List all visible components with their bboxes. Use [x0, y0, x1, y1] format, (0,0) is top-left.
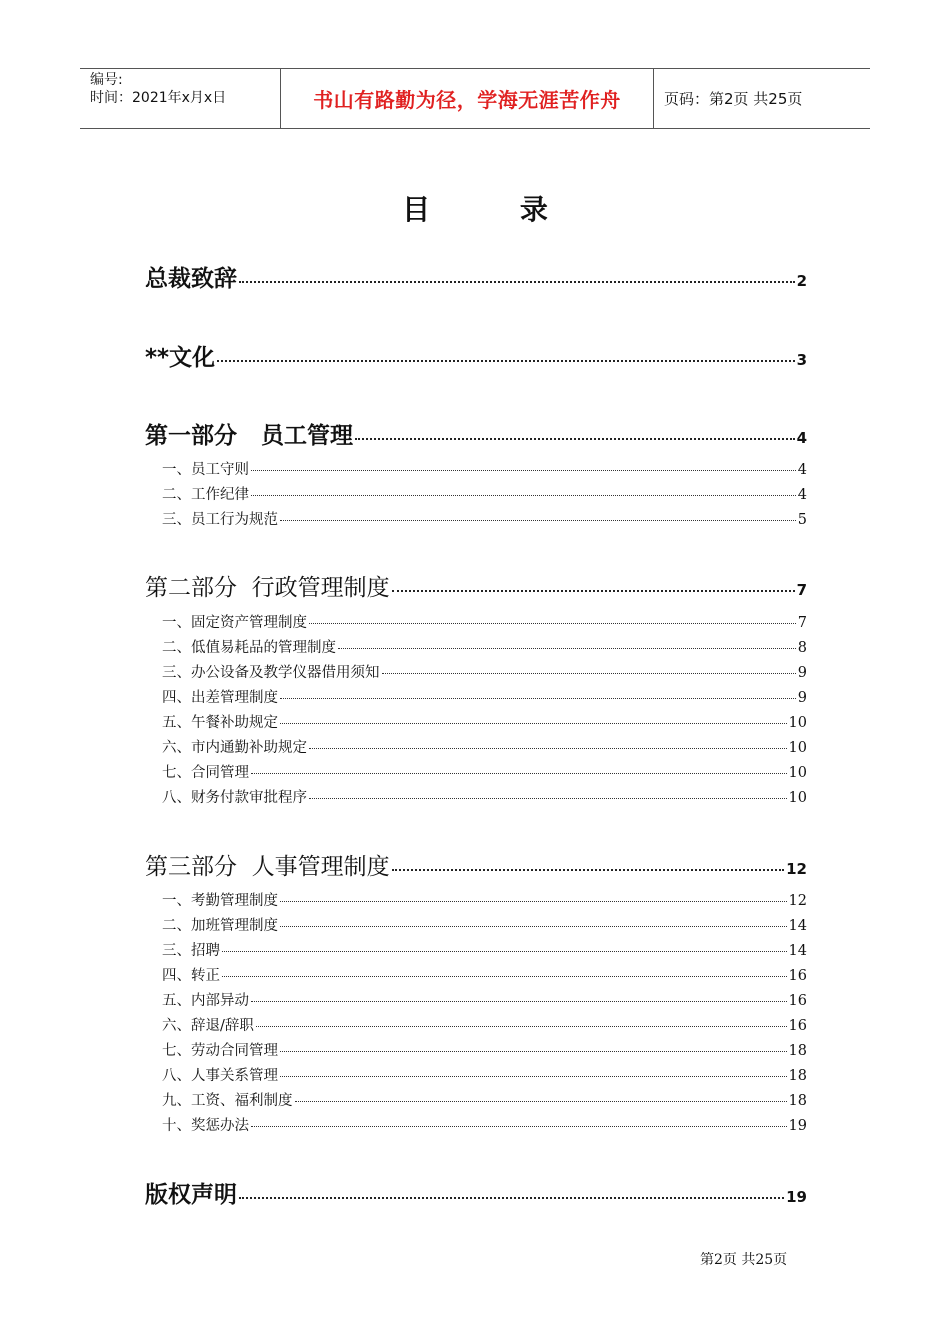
- toc-entry-page: 18: [788, 1068, 807, 1084]
- toc-entry-page: 10: [788, 740, 807, 756]
- toc-entry-2-5[interactable]: [162, 711, 807, 733]
- toc-entry-page: 16: [788, 1018, 807, 1034]
- toc-leader-dots: [280, 1076, 787, 1077]
- toc-entry-page: 12: [786, 860, 807, 878]
- toc-leader-dots: [280, 723, 787, 724]
- toc-entry-2-8[interactable]: [162, 786, 807, 808]
- toc-entry-part-3[interactable]: [145, 848, 807, 880]
- toc-entry-label: 第三部分 人事管理制度: [145, 854, 390, 880]
- toc-leader-dots: [217, 360, 795, 362]
- toc-entry-3-6[interactable]: [162, 1014, 807, 1036]
- toc-entry-3-3[interactable]: [162, 939, 807, 961]
- toc-entry-3-2[interactable]: [162, 914, 807, 936]
- toc-entry-1-1[interactable]: [162, 458, 807, 480]
- toc-entry-2-2[interactable]: [162, 636, 807, 658]
- toc-entry-label: 第一部分 员工管理: [145, 423, 354, 449]
- toc-entry-3-8[interactable]: [162, 1064, 807, 1086]
- toc-entry-label: 第二部分 行政管理制度: [145, 575, 390, 601]
- toc-leader-dots: [355, 438, 795, 440]
- toc-leader-dots: [222, 951, 787, 952]
- toc-entry-culture[interactable]: [145, 339, 807, 371]
- toc-leader-dots: [280, 698, 796, 699]
- toc-leader-dots: [309, 798, 787, 799]
- toc-entry-label: 七、合同管理: [162, 765, 249, 781]
- toc-entry-label: 一、固定资产管理制度: [162, 615, 307, 631]
- toc-entry-page: 18: [788, 1093, 807, 1109]
- toc-entry-label: 五、内部异动: [162, 993, 249, 1009]
- toc-entry-page: 10: [788, 715, 807, 731]
- toc-entry-page: 18: [788, 1043, 807, 1059]
- toc-leader-dots: [251, 1126, 787, 1127]
- toc-leader-dots: [251, 1001, 787, 1002]
- toc-entry-copyright[interactable]: [145, 1176, 807, 1208]
- toc-entry-page: 9: [797, 665, 807, 681]
- page-footer: 第2页 共25页: [700, 1252, 788, 1268]
- toc-entry-3-1[interactable]: [162, 889, 807, 911]
- toc-entry-3-9[interactable]: [162, 1089, 807, 1111]
- header-meta: [80, 69, 281, 128]
- toc-leader-dots: [251, 470, 796, 471]
- toc-entry-label: 二、加班管理制度: [162, 918, 278, 934]
- toc-entry-label: **文化: [145, 345, 216, 371]
- toc-entry-3-10[interactable]: [162, 1114, 807, 1136]
- toc-leader-dots: [295, 1101, 787, 1102]
- toc-entry-label: 三、招聘: [162, 943, 220, 959]
- toc-entry-label: 版权声明: [145, 1182, 237, 1208]
- toc-entry-1-3[interactable]: [162, 508, 807, 530]
- toc-entry-label: 八、财务付款审批程序: [162, 790, 307, 806]
- toc-entry-page: 7: [797, 615, 807, 631]
- toc-entry-page: 14: [788, 943, 807, 959]
- toc-leader-dots: [382, 673, 796, 674]
- toc-entry-label: 四、出差管理制度: [162, 690, 278, 706]
- toc-entry-2-6[interactable]: [162, 736, 807, 758]
- toc-entry-2-7[interactable]: [162, 761, 807, 783]
- toc-leader-dots: [256, 1026, 787, 1027]
- toc-entry-label: 七、劳动合同管理: [162, 1043, 278, 1059]
- header-motto: 书山有路勤为径，学海无涯苦作舟: [281, 69, 654, 128]
- toc-entry-page: 10: [788, 790, 807, 806]
- toc-leader-dots: [280, 1051, 787, 1052]
- toc-entry-page: 10: [788, 765, 807, 781]
- toc-entry-3-7[interactable]: [162, 1039, 807, 1061]
- toc-entry-label: 六、辞退/辞职: [162, 1018, 254, 1034]
- toc-leader-dots: [392, 590, 795, 592]
- toc-entry-label: 一、考勤管理制度: [162, 893, 278, 909]
- toc-entry-page: 9: [797, 690, 807, 706]
- toc-entry-page: 5: [797, 512, 807, 528]
- toc-entry-label: 三、办公设备及教学仪器借用须知: [162, 665, 380, 681]
- toc-entry-1-2[interactable]: [162, 483, 807, 505]
- toc-entry-page: 7: [796, 581, 807, 599]
- toc-entry-page: 16: [788, 993, 807, 1009]
- toc-entry-page: 16: [788, 968, 807, 984]
- header-page-info: 页码：第2页 共25页: [664, 90, 803, 108]
- toc-entry-page: 19: [786, 1188, 807, 1206]
- toc-entry-page: 4: [797, 462, 807, 478]
- toc-leader-dots: [239, 281, 795, 283]
- toc-title: 目 录: [402, 193, 588, 226]
- toc-entry-part-2[interactable]: [145, 569, 807, 601]
- toc-entry-page: 8: [797, 640, 807, 656]
- toc-entry-label: 二、低值易耗品的管理制度: [162, 640, 336, 656]
- toc-leader-dots: [309, 748, 787, 749]
- toc-entry-president-speech[interactable]: [145, 260, 807, 292]
- toc-entry-label: 四、转正: [162, 968, 220, 984]
- toc-entry-label: 八、人事关系管理: [162, 1068, 278, 1084]
- toc-entry-page: 3: [796, 351, 807, 369]
- toc-leader-dots: [251, 773, 787, 774]
- toc-entry-3-5[interactable]: [162, 989, 807, 1011]
- toc-entry-page: 4: [797, 487, 807, 503]
- toc-leader-dots: [309, 623, 796, 624]
- toc-entry-part-1[interactable]: [145, 417, 807, 449]
- toc-entry-page: 12: [788, 893, 807, 909]
- toc-entry-label: 一、员工守则: [162, 462, 249, 478]
- toc-entry-3-4[interactable]: [162, 964, 807, 986]
- toc-leader-dots: [222, 976, 787, 977]
- toc-leader-dots: [239, 1197, 784, 1199]
- toc-entry-2-1[interactable]: [162, 611, 807, 633]
- toc-entry-label: 十、奖惩办法: [162, 1118, 249, 1134]
- toc-entry-label: 六、市内通勤补助规定: [162, 740, 307, 756]
- header-time: 时间：2021年x月x日: [90, 90, 227, 106]
- toc-leader-dots: [338, 648, 796, 649]
- toc-leader-dots: [280, 520, 796, 521]
- page-header: [80, 68, 870, 129]
- toc-entry-page: 4: [796, 429, 807, 447]
- toc-entry-2-4[interactable]: [162, 686, 807, 708]
- toc-entry-page: 2: [796, 272, 807, 290]
- toc-entry-label: 总裁致辞: [145, 266, 237, 292]
- toc-leader-dots: [251, 495, 796, 496]
- toc-entry-label: 二、工作纪律: [162, 487, 249, 503]
- toc-leader-dots: [280, 926, 787, 927]
- toc-entry-page: 14: [788, 918, 807, 934]
- toc-leader-dots: [392, 869, 785, 871]
- toc-entry-label: 三、员工行为规范: [162, 512, 278, 528]
- toc-entry-page: 19: [788, 1118, 807, 1134]
- toc-entry-2-3[interactable]: [162, 661, 807, 683]
- toc-entry-label: 五、午餐补助规定: [162, 715, 278, 731]
- serial-number: 编号:: [90, 72, 123, 88]
- toc-leader-dots: [280, 901, 787, 902]
- toc-entry-label: 九、工资、福利制度: [162, 1093, 293, 1109]
